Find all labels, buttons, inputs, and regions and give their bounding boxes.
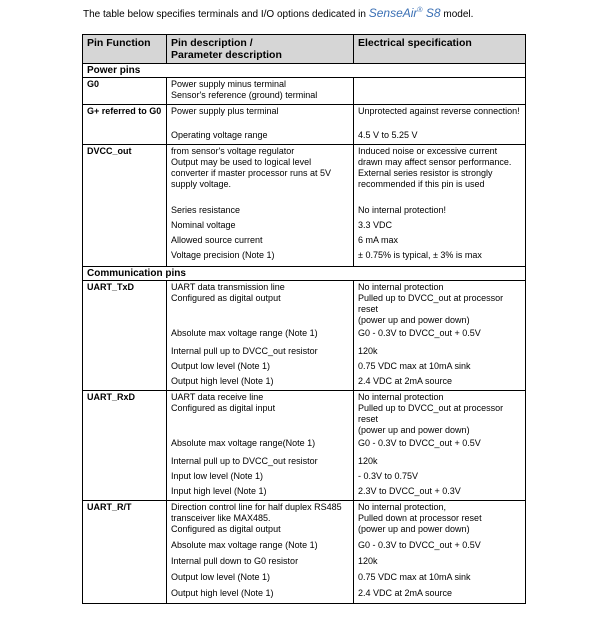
pin-row: [83, 145, 526, 267]
pin-name: G+ referred to G0: [83, 105, 167, 145]
parameter-spec: 0.75 VDC max at 10mA sink: [358, 361, 471, 371]
parameter-description: Nominal voltage: [171, 220, 236, 230]
electrical-spec-cell: [354, 281, 526, 391]
parameter-spec: 6 mA max: [358, 235, 399, 245]
parameter-description: Input high level (Note 1): [171, 486, 267, 496]
parameter-spec: - 0.3V to 0.75V: [358, 471, 419, 481]
electrical-spec-cell: [354, 391, 526, 501]
brand-name: [369, 6, 441, 20]
parameter-description: Output high level (Note 1): [171, 376, 274, 386]
parameter-spec: 2.3V to DVCC_out + 0.3V: [358, 486, 461, 496]
parameter-spec: G0 - 0.3V to DVCC_out + 0.5V: [358, 540, 481, 550]
parameter-description: UART data transmission line Configured as digital output: [171, 282, 285, 303]
electrical-spec-cell: [354, 78, 526, 105]
parameter-spec: 120k: [358, 346, 378, 356]
terminal-spec-table: [82, 34, 526, 604]
header-pin-function: Pin Function: [83, 35, 167, 64]
parameter-description: Internal pull up to DVCC_out resistor: [171, 346, 318, 356]
parameter-description: Absolute max voltage range (Note 1): [171, 328, 318, 338]
pin-row: [83, 281, 526, 391]
parameter-description: Direction control line for half duplex RS485 transceiver like MAX485. Configured as digital output: [171, 502, 342, 534]
section-title: Communication pins: [83, 267, 526, 281]
table-body: [83, 64, 526, 604]
parameter-description: Output high level (Note 1): [171, 588, 274, 598]
parameter-spec: Induced noise or excessive current drawn may affect sensor performance. External series resistor is strongly recommended if this pin is used: [358, 146, 512, 189]
parameter-description: Input low level (Note 1): [171, 471, 264, 481]
parameter-spec: 3.3 VDC: [358, 220, 393, 230]
pin-name: UART_TxD: [83, 281, 167, 391]
pin-description-cell: [167, 105, 354, 145]
header-pin-description: [167, 35, 354, 64]
parameter-spec: G0 - 0.3V to DVCC_out + 0.5V: [358, 328, 481, 338]
pin-description-cell: [167, 145, 354, 267]
parameter-description: Series resistance: [171, 205, 241, 215]
pin-row: [83, 105, 526, 145]
parameter-description: Absolute max voltage range(Note 1): [171, 438, 316, 448]
section-row: [83, 64, 526, 78]
parameter-description: Internal pull down to G0 resistor: [171, 556, 299, 566]
parameter-description: Operating voltage range: [171, 130, 268, 140]
parameter-spec: No internal protection Pulled up to DVCC_out at processor reset (power up and power down): [358, 392, 504, 435]
parameter-spec: 120k: [358, 556, 378, 566]
electrical-spec-cell: [354, 501, 526, 604]
parameter-spec: [354, 78, 525, 104]
brand-model: S8: [422, 6, 441, 20]
section-title: Power pins: [83, 64, 526, 78]
parameter-spec: 0.75 VDC max at 10mA sink: [358, 572, 471, 582]
parameter-spec: No internal protection!: [358, 205, 447, 215]
intro-text: [83, 6, 473, 20]
parameter-spec: 2.4 VDC at 2mA source: [358, 376, 453, 386]
header-pin-description-text: Pin description / Parameter description: [171, 37, 282, 61]
pin-row: [83, 501, 526, 604]
parameter-description: Voltage precision (Note 1): [171, 250, 275, 260]
parameter-spec: Unprotected against reverse connection!: [358, 106, 520, 116]
intro-before: The table below specifies terminals and I/O options dedicated in: [83, 9, 369, 20]
pin-name: UART_RxD: [83, 391, 167, 501]
intro-after: model.: [440, 9, 474, 20]
parameter-description: Power supply plus terminal: [171, 106, 279, 116]
parameter-description: Power supply minus terminal Sensor's reference (ground) terminal: [171, 79, 318, 100]
pin-description-cell: [167, 78, 354, 105]
pin-description-cell: [167, 281, 354, 391]
parameter-spec: G0 - 0.3V to DVCC_out + 0.5V: [358, 438, 481, 448]
parameter-description: Output low level (Note 1): [171, 572, 271, 582]
parameter-description: UART data receive line Configured as digital input: [171, 392, 276, 413]
parameter-description: Absolute max voltage range (Note 1): [171, 540, 318, 550]
pin-name: UART_R/T: [83, 501, 167, 604]
parameter-description: from sensor's voltage regulator Output may be used to logical level converter if master processor runs at 5V supply voltage.: [171, 146, 332, 189]
parameter-spec: 2.4 VDC at 2mA source: [358, 588, 453, 598]
parameter-spec: 120k: [358, 456, 378, 466]
pin-row: [83, 391, 526, 501]
electrical-spec-cell: [354, 145, 526, 267]
section-row: [83, 267, 526, 281]
parameter-description: Internal pull up to DVCC_out resistor: [171, 456, 318, 466]
parameter-spec: No internal protection Pulled up to DVCC_out at processor reset (power up and power down): [358, 282, 504, 325]
pin-description-cell: [167, 501, 354, 604]
parameter-description: Allowed source current: [171, 235, 263, 245]
parameter-spec: No internal protection, Pulled down at processor reset (power up and power down): [358, 502, 482, 534]
registered-mark: ®: [417, 7, 423, 14]
parameter-spec: ± 0.75% is typical, ± 3% is max: [358, 250, 482, 260]
table-header-row: [83, 35, 526, 64]
parameter-spec: 4.5 V to 5.25 V: [358, 130, 418, 140]
pin-row: [83, 78, 526, 105]
pin-description-cell: [167, 391, 354, 501]
parameter-description: Output low level (Note 1): [171, 361, 271, 371]
pin-name: DVCC_out: [83, 145, 167, 267]
electrical-spec-cell: [354, 105, 526, 145]
brand-word: SenseAir: [368, 6, 418, 20]
pin-name: G0: [83, 78, 167, 105]
header-electrical-spec: Electrical specification: [354, 35, 526, 64]
